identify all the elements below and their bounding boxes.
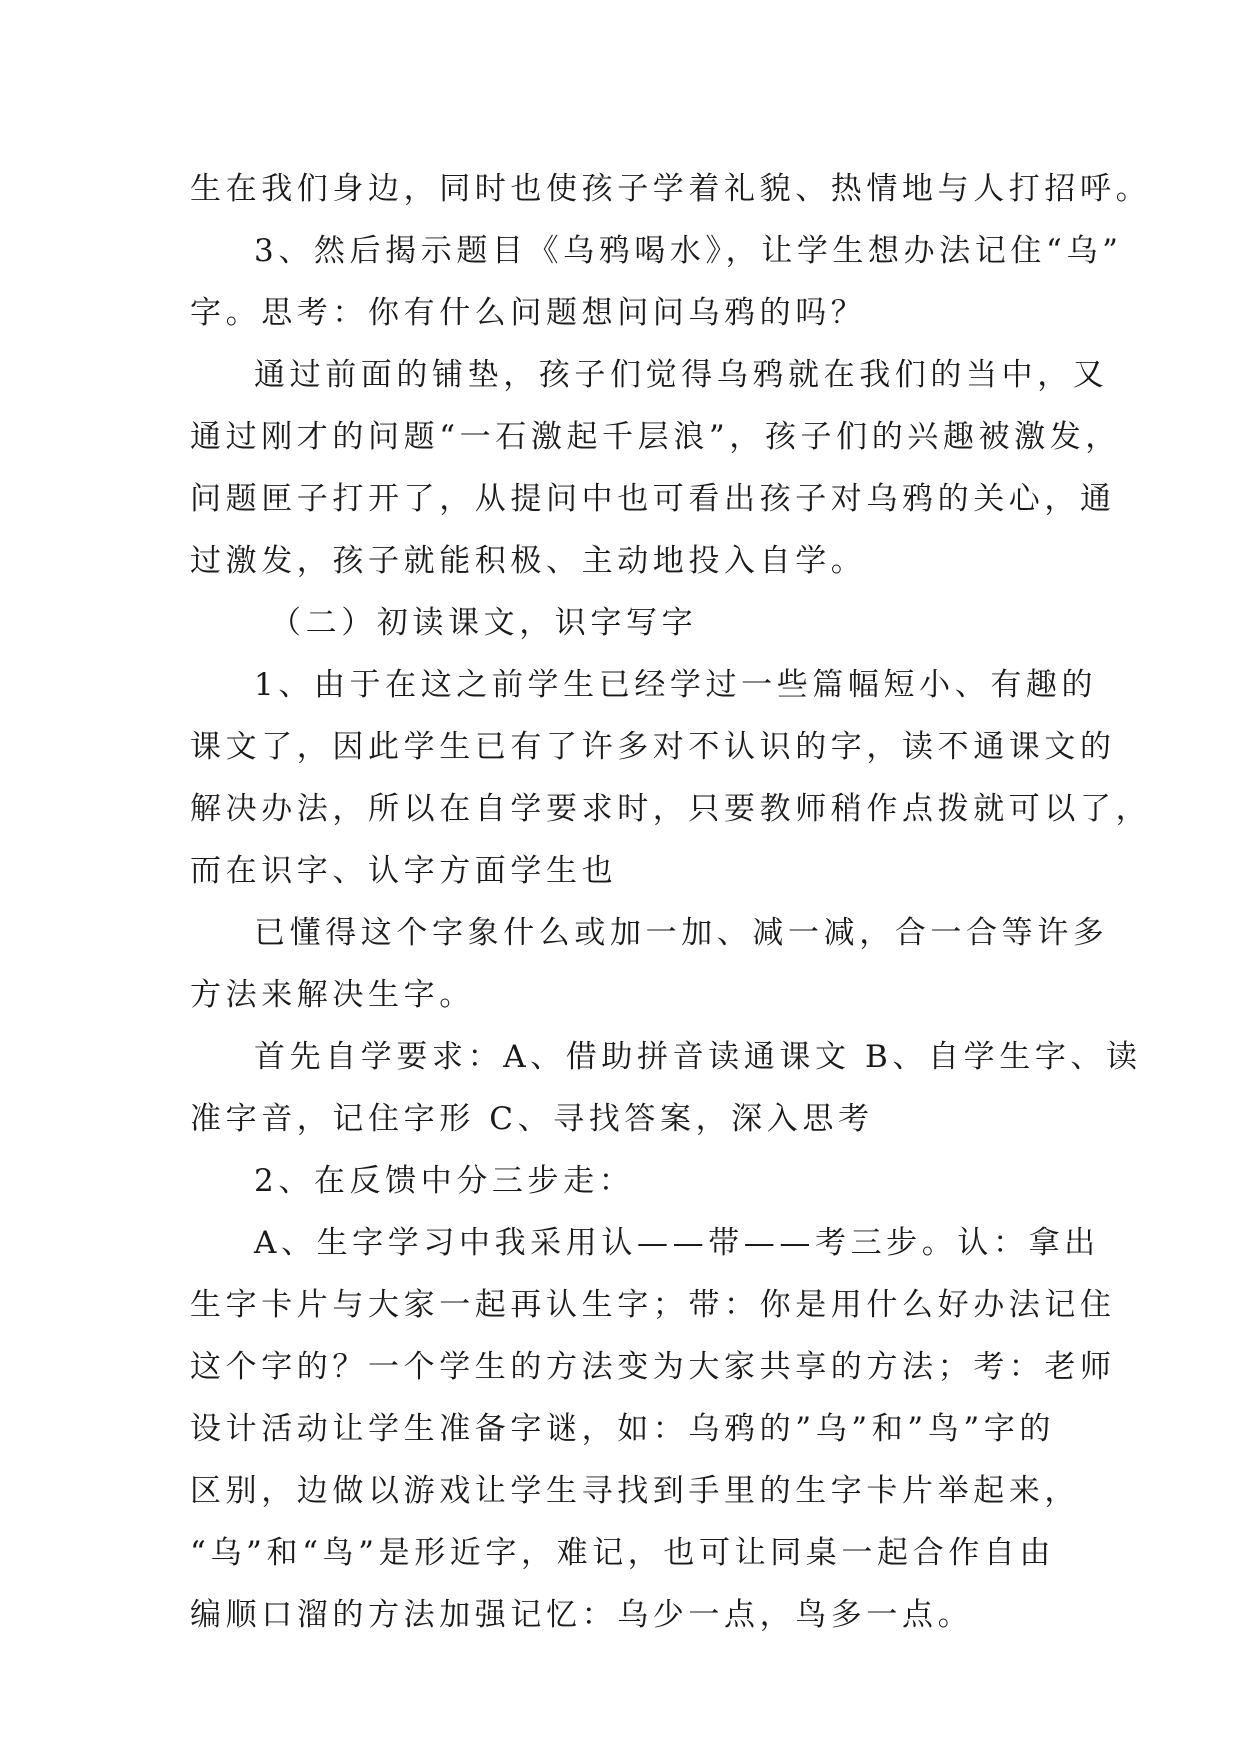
text-line: 而在识字、认字方面学生也 — [190, 853, 618, 889]
text-line: “乌”和“鸟”是形近字，难记，也可让同桌一起合作自由 — [190, 1535, 1055, 1571]
text-line: 问题匣子打开了，从提问中也可看出孩子对乌鸦的关心，通 — [190, 481, 1116, 517]
text-line: 准字音，记住字形 C、寻找答案，深入思考 — [190, 1101, 874, 1137]
text-line: 已懂得这个字象什么或加一加、减一减，合一合等许多 — [254, 915, 1109, 951]
text-line: 1、由于在这之前学生已经学过一些篇幅短小、有趣的 — [254, 667, 1098, 703]
text-line: 首先自学要求：A、借助拼音读通课文 B、自学生字、读 — [254, 1039, 1142, 1075]
document-body — [190, 158, 1152, 1646]
text-line: 生在我们身边，同时也使孩子学着礼貌、热情地与人打招呼。 — [190, 171, 1152, 207]
text-line: 字。思考：你有什么问题想问问乌鸦的吗？ — [190, 295, 867, 331]
text-line: 方法来解决生字。 — [190, 977, 475, 1013]
text-line: 2、在反馈中分三步走： — [254, 1163, 635, 1199]
text-line: 生字卡片与大家一起再认生字；带：你是用什么好办法记住 — [190, 1287, 1116, 1323]
text-line: 解决办法，所以在自学要求时，只要教师稍作点拨就可以了， — [190, 791, 1152, 827]
text-line: 过激发，孩子就能积极、主动地投入自学。 — [190, 543, 867, 579]
text-line: 课文了，因此学生已有了许多对不认识的字，读不通课文的 — [190, 729, 1116, 765]
text-line: A、生字学习中我采用认——带——考三步。认：拿出 — [254, 1225, 1100, 1261]
text-line: 通过前面的铺垫，孩子们觉得乌鸦就在我们的当中，又 — [254, 357, 1109, 393]
text-line: 设计活动让学生准备字谜，如：乌鸦的”乌”和”鸟”字的 — [190, 1411, 1055, 1447]
text-line: 区别，边做以游戏让学生寻找到手里的生字卡片举起来， — [190, 1473, 1080, 1509]
text-line: 3、然后揭示题目《乌鸦喝水》，让学生想办法记住“乌” — [254, 233, 1123, 269]
text-line: 编顺口溜的方法加强记忆：乌少一点，鸟多一点。 — [190, 1597, 974, 1633]
text-line: 这个字的？一个学生的方法变为大家共享的方法；考：老师 — [190, 1349, 1116, 1385]
text-line: 通过刚才的问题“一石激起千层浪”，孩子们的兴趣被激发， — [190, 419, 1121, 455]
section-heading: （二）初读课文，识字写字 — [270, 605, 698, 641]
